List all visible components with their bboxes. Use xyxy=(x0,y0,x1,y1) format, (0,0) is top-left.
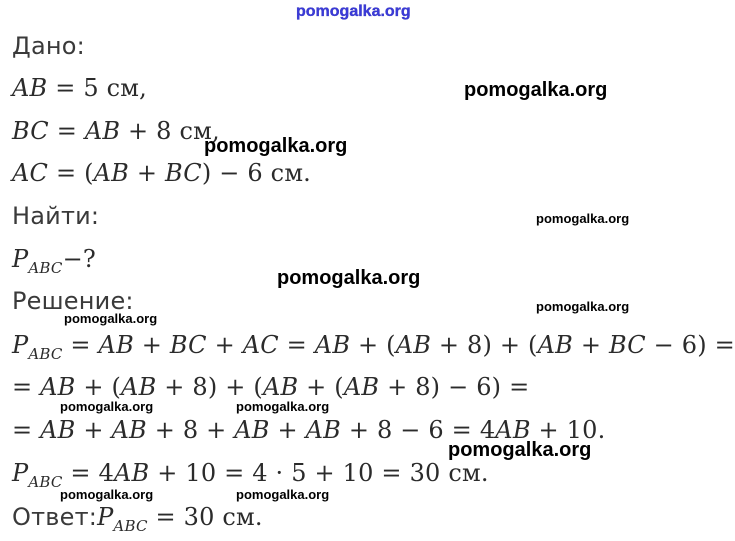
answer-line: $Ответ:P_{ABC} = 30$ см. xyxy=(12,503,263,535)
watermark: pomogalka.org xyxy=(204,135,348,157)
given-ac: AC = (AB + BC) − 6 см. xyxy=(12,159,312,187)
solution-step-1: $P_{ABC}$ = AB + BC + AC = AB + (AB + 8) + (AB + BC − 6) = xyxy=(12,331,735,363)
watermark: pomogalka.org xyxy=(536,299,630,314)
watermark-top: pomogalka.org xyxy=(296,3,411,20)
given-bc: BC = AB + 8 см, xyxy=(12,117,220,145)
watermark: pomogalka.org xyxy=(236,487,330,502)
solution-step-3: = AB + AB + 8 + AB + AB + 8 − 6 = 4AB + 10. xyxy=(12,416,606,444)
watermark: pomogalka.org xyxy=(60,487,154,502)
given-ab: AB = 5 см, xyxy=(12,74,147,102)
given-heading: Дано: xyxy=(12,32,85,60)
watermark: pomogalka.org xyxy=(64,311,158,326)
watermark: pomogalka.org xyxy=(60,399,154,414)
watermark: pomogalka.org xyxy=(277,267,421,289)
solution-heading: Решение: xyxy=(12,287,134,315)
watermark: pomogalka.org xyxy=(236,399,330,414)
solution-step-4: $P_{ABC} = 4AB + 10 = 4 \cdot 5 + 10 = 30$ см. xyxy=(12,459,489,491)
watermark: pomogalka.org xyxy=(464,79,608,101)
watermark: pomogalka.org xyxy=(448,439,592,461)
find-perimeter: $P_{ABC}-$? xyxy=(12,245,96,277)
watermark: pomogalka.org xyxy=(536,211,630,226)
solution-step-2: = AB + (AB + 8) + (AB + (AB + 8) − 6) = xyxy=(12,373,530,401)
find-heading: Найти: xyxy=(12,202,100,230)
answer-heading: Ответ: xyxy=(12,503,98,531)
